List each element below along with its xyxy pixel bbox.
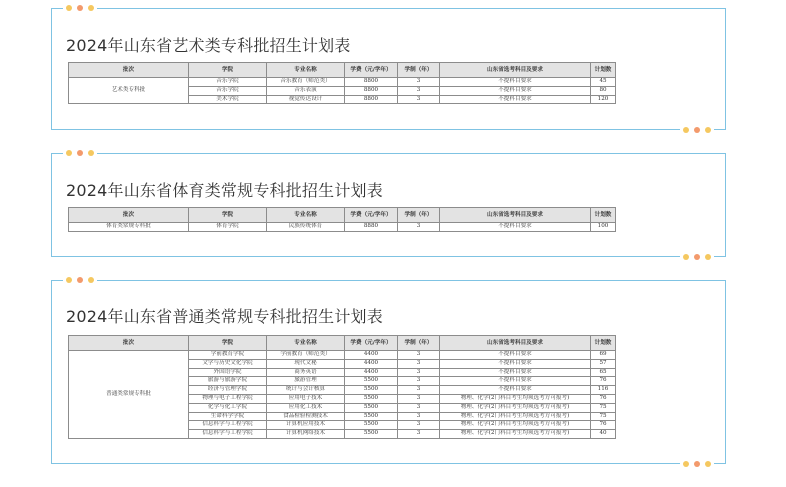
section-card xyxy=(51,8,726,130)
decor-dots xyxy=(680,254,714,260)
years-cell: 3 xyxy=(398,223,440,232)
fee-cell: 5500 xyxy=(345,412,398,421)
plan-cell: 45 xyxy=(591,78,616,87)
plan-cell: 57 xyxy=(591,359,616,368)
major-cell: 统计与会计核算 xyxy=(267,386,345,395)
major-cell: 应用化工技术 xyxy=(267,403,345,412)
header-requirement: 山东省选考科目及要求 xyxy=(440,336,591,351)
college-cell: 旅游与旅游学院 xyxy=(189,377,267,386)
plan-cell: 120 xyxy=(591,95,616,104)
requirement-cell: 物理、化学(2门科目考生均须选考方可报考) xyxy=(440,430,591,439)
major-cell: 现代文秘 xyxy=(267,359,345,368)
plan-cell: 100 xyxy=(591,223,616,232)
plan-cell: 65 xyxy=(591,368,616,377)
plan-table xyxy=(68,207,616,232)
major-cell: 学前教育（师范类） xyxy=(267,351,345,360)
fee-cell: 5500 xyxy=(345,421,398,430)
header-fee: 学费（元/学年） xyxy=(345,208,398,223)
college-cell: 信息科学与工程学院 xyxy=(189,421,267,430)
plan-cell: 40 xyxy=(591,430,616,439)
table-row xyxy=(69,223,616,232)
requirement-cell: 不提科目要求 xyxy=(440,78,591,87)
plan-cell: 75 xyxy=(591,412,616,421)
years-cell: 3 xyxy=(398,351,440,360)
fee-cell: 5500 xyxy=(345,403,398,412)
header-batch: 批次 xyxy=(69,208,189,223)
college-cell: 化学与化工学院 xyxy=(189,403,267,412)
major-cell: 旅游管理 xyxy=(267,377,345,386)
decor-dots xyxy=(680,461,714,467)
header-fee: 学费（元/学年） xyxy=(345,336,398,351)
college-cell: 外国语学院 xyxy=(189,368,267,377)
requirement-cell: 不提科目要求 xyxy=(440,86,591,95)
requirement-cell: 不提科目要求 xyxy=(440,95,591,104)
years-cell: 3 xyxy=(398,377,440,386)
college-cell: 学前教育学院 xyxy=(189,351,267,360)
fee-cell: 5500 xyxy=(345,386,398,395)
decor-dots xyxy=(680,127,714,133)
batch-cell: 体育类常规专科批 xyxy=(69,223,189,232)
header-college: 学院 xyxy=(189,63,267,78)
requirement-cell: 不提科目要求 xyxy=(440,386,591,395)
years-cell: 3 xyxy=(398,421,440,430)
fee-cell: 4400 xyxy=(345,359,398,368)
batch-cell: 普通类常规专科批 xyxy=(69,351,189,439)
college-cell: 物理与电子工程学院 xyxy=(189,394,267,403)
header-plan: 计划数 xyxy=(591,208,616,223)
years-cell: 3 xyxy=(398,386,440,395)
major-cell: 视觉传达设计 xyxy=(267,95,345,104)
college-cell: 音乐学院 xyxy=(189,86,267,95)
college-cell: 文学与历史文化学院 xyxy=(189,359,267,368)
header-batch: 批次 xyxy=(69,63,189,78)
plan-table xyxy=(68,62,616,104)
header-batch: 批次 xyxy=(69,336,189,351)
requirement-cell: 物理、化学(2门科目考生均须选考方可报考) xyxy=(440,412,591,421)
years-cell: 3 xyxy=(398,359,440,368)
major-cell: 音乐表演 xyxy=(267,86,345,95)
header-college: 学院 xyxy=(189,208,267,223)
major-cell: 商务英语 xyxy=(267,368,345,377)
college-cell: 体育学院 xyxy=(189,223,267,232)
requirement-cell: 不提科目要求 xyxy=(440,377,591,386)
table-row xyxy=(69,351,616,360)
decor-dots xyxy=(63,277,97,283)
major-cell: 应用电子技术 xyxy=(267,394,345,403)
requirement-cell: 物理、化学(2门科目考生均须选考方可报考) xyxy=(440,421,591,430)
header-fee: 学费（元/学年） xyxy=(345,63,398,78)
header-requirement: 山东省选考科目及要求 xyxy=(440,208,591,223)
header-plan: 计划数 xyxy=(591,63,616,78)
section-card xyxy=(51,153,726,257)
major-cell: 音乐教育（师范类） xyxy=(267,78,345,87)
table-header-row xyxy=(69,63,616,78)
batch-cell: 艺术类专科批 xyxy=(69,78,189,104)
table-header-row xyxy=(69,336,616,351)
fee-cell: 8800 xyxy=(345,86,398,95)
fee-cell: 8800 xyxy=(345,78,398,87)
decor-dots xyxy=(63,150,97,156)
years-cell: 3 xyxy=(398,412,440,421)
major-cell: 计算机应用技术 xyxy=(267,421,345,430)
years-cell: 3 xyxy=(398,78,440,87)
requirement-cell: 不提科目要求 xyxy=(440,368,591,377)
plan-cell: 75 xyxy=(591,403,616,412)
years-cell: 3 xyxy=(398,403,440,412)
major-cell: 民族传统体育 xyxy=(267,223,345,232)
requirement-cell: 物理、化学(2门科目考生均须选考方可报考) xyxy=(440,403,591,412)
college-cell: 生命科学学院 xyxy=(189,412,267,421)
header-years: 学制（年） xyxy=(398,208,440,223)
plan-cell: 76 xyxy=(591,377,616,386)
college-cell: 美术学院 xyxy=(189,95,267,104)
header-major: 专业名称 xyxy=(267,208,345,223)
plan-cell: 76 xyxy=(591,421,616,430)
fee-cell: 8800 xyxy=(345,95,398,104)
requirement-cell: 不提科目要求 xyxy=(440,223,591,232)
plan-cell: 76 xyxy=(591,394,616,403)
fee-cell: 5500 xyxy=(345,430,398,439)
plan-cell: 116 xyxy=(591,386,616,395)
years-cell: 3 xyxy=(398,95,440,104)
table-row xyxy=(69,78,616,87)
college-cell: 信息科学与工程学院 xyxy=(189,430,267,439)
header-major: 专业名称 xyxy=(267,336,345,351)
header-plan: 计划数 xyxy=(591,336,616,351)
major-cell: 计算机网络技术 xyxy=(267,430,345,439)
table-title: 2024年山东省体育类常规专科批招生计划表 xyxy=(66,181,383,200)
decor-dots xyxy=(63,5,97,11)
major-cell: 食品检验检测技术 xyxy=(267,412,345,421)
header-major: 专业名称 xyxy=(267,63,345,78)
years-cell: 3 xyxy=(398,394,440,403)
fee-cell: 5500 xyxy=(345,394,398,403)
requirement-cell: 不提科目要求 xyxy=(440,359,591,368)
fee-cell: 4400 xyxy=(345,351,398,360)
fee-cell: 8880 xyxy=(345,223,398,232)
table-header-row xyxy=(69,208,616,223)
header-college: 学院 xyxy=(189,336,267,351)
plan-cell: 69 xyxy=(591,351,616,360)
years-cell: 3 xyxy=(398,368,440,377)
section-card xyxy=(51,280,726,464)
fee-cell: 4400 xyxy=(345,368,398,377)
header-years: 学制（年） xyxy=(398,336,440,351)
table-title: 2024年山东省普通类常规专科批招生计划表 xyxy=(66,307,383,326)
years-cell: 3 xyxy=(398,430,440,439)
header-years: 学制（年） xyxy=(398,63,440,78)
college-cell: 经济与管理学院 xyxy=(189,386,267,395)
college-cell: 音乐学院 xyxy=(189,78,267,87)
fee-cell: 5500 xyxy=(345,377,398,386)
plan-cell: 80 xyxy=(591,86,616,95)
header-requirement: 山东省选考科目及要求 xyxy=(440,63,591,78)
plan-table xyxy=(68,335,616,439)
requirement-cell: 物理、化学(2门科目考生均须选考方可报考) xyxy=(440,394,591,403)
years-cell: 3 xyxy=(398,86,440,95)
table-title: 2024年山东省艺术类专科批招生计划表 xyxy=(66,36,351,55)
requirement-cell: 不提科目要求 xyxy=(440,351,591,360)
